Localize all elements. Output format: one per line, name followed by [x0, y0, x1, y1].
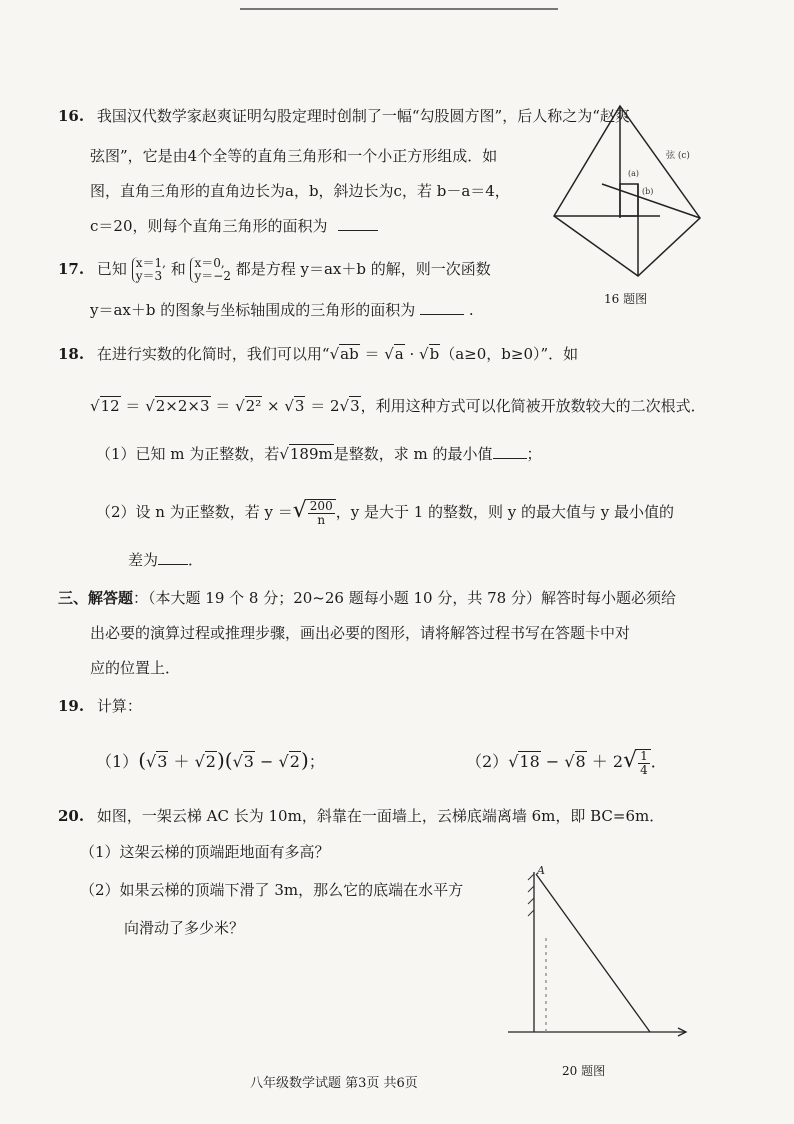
radicand: 2×2×3 — [155, 397, 210, 415]
radicand: 3 — [243, 752, 254, 771]
header-rule — [240, 8, 558, 10]
sys-line: y＝3 — [135, 269, 163, 283]
q18-part2-text: ，y 是大于 1 的整数，则 y 的最大值与 y 最小值的 — [335, 503, 675, 521]
q20-text: 如图，一架云梯 AC 长为 10m，斜靠在一面墙上，云梯底端离墙 6m，即 BC=6m． — [96, 807, 665, 825]
figure-caption: 16 题图 — [604, 292, 648, 306]
radicand: 8 — [575, 752, 586, 771]
equals: ＝ — [359, 345, 385, 363]
q18-text: ，利用这种方式可以化简被开放数较大的二次根式． — [360, 397, 706, 415]
q17-prefix: 已知 — [96, 260, 127, 278]
radicand: b — [429, 345, 440, 363]
section-title: 三、解答题 — [58, 589, 134, 607]
q17-line-1 — [58, 256, 491, 283]
dot: · — [404, 345, 420, 363]
system-of-equations-2 — [190, 257, 230, 283]
fraction — [307, 499, 336, 527]
semicolon: ； — [526, 445, 542, 463]
ladder-diagram — [500, 858, 700, 1038]
part-label: （2） — [466, 752, 509, 771]
radicand: 3 — [157, 752, 168, 771]
q19-title-line — [58, 696, 142, 716]
sys-line: y＝−2 — [194, 269, 231, 283]
answer-blank — [338, 230, 378, 231]
q18-part1-text: 是整数，求 m 的最小值 — [333, 445, 493, 463]
semicolon: ； — [308, 752, 325, 771]
period: . — [468, 301, 474, 319]
sys-line: x＝1, — [135, 256, 166, 270]
sqrt-sign: √ — [232, 752, 243, 771]
radicand: 189m — [289, 445, 333, 463]
sqrt-sign: √ — [284, 397, 294, 415]
answer-blank — [158, 564, 188, 565]
q16-text-4: c＝20，则每个直角三角形的面积为 — [90, 217, 328, 235]
sys-line: x＝0, — [194, 256, 225, 270]
numerator: 200 — [309, 499, 333, 513]
page-footer: 八年级数学试题 第3页 共6页 — [250, 1076, 418, 1091]
question-number: 19. — [58, 697, 85, 715]
part-label: （1） — [96, 752, 139, 771]
sqrt-sign: √ — [508, 752, 519, 771]
fraction — [637, 749, 651, 777]
period: ． — [188, 551, 204, 569]
sqrt-sign: √ — [339, 397, 350, 415]
q18-part-1 — [96, 444, 542, 464]
q18-text: 在进行实数的化简时，我们可以用“ — [96, 345, 330, 363]
radicand: 2² — [245, 397, 262, 415]
q20-part-1: （1）这架云梯的顶端距地面有多高？ — [80, 843, 330, 861]
sqrt-sign: √ — [292, 498, 307, 523]
radicand: 18 — [519, 752, 540, 771]
q18-part2-text: 差为 — [128, 551, 159, 569]
q17-line-2 — [90, 300, 474, 320]
section-text-2: 出必要的演算过程或推理步骤，画出必要的图形，请将解答过程书写在答题卡中对 — [90, 624, 631, 642]
label-b: (b) — [642, 187, 654, 196]
q18-part1-text: （1）已知 m 为正整数，若 — [96, 445, 280, 463]
q20-part-2: （2）如果云梯的顶端下滑了 3m，那么它的底端在水平方 — [80, 881, 464, 899]
radicand: 12 — [100, 397, 120, 415]
q20-line-1 — [58, 806, 664, 826]
answer-blank — [493, 458, 527, 459]
q16-text-3: 图，直角三角形的直角边长为a，b，斜边长为c，若 b－a＝4， — [90, 182, 510, 200]
radicand: 2 — [205, 752, 216, 771]
sqrt-sign: √ — [194, 752, 205, 771]
q18-example — [90, 396, 706, 416]
system-of-equations-1 — [132, 257, 166, 283]
radicand: a — [394, 345, 404, 363]
q16-line-4 — [90, 216, 378, 236]
sqrt-sign: √ — [419, 345, 429, 363]
q16-text-1: 我国汉代数学家赵爽证明勾股定理时创制了一幅“勾股圆方图”，后人称之为“赵爽 — [96, 107, 630, 125]
times: × — [262, 397, 285, 415]
q20-part-2-cont: 向滑动了多少米？ — [124, 919, 245, 937]
radicand: 3 — [294, 397, 305, 415]
zhao-shuang-diagram — [540, 102, 715, 282]
q17-and: 和 — [170, 260, 186, 278]
q18-text: （a≥0，b≥0）”．如 — [440, 345, 579, 363]
figure-caption: 20 题图 — [562, 1064, 606, 1078]
answer-blank — [420, 314, 464, 315]
radicand: ab — [340, 345, 359, 363]
radicand: 2 — [289, 752, 300, 771]
question-number: 16. — [58, 107, 85, 125]
sqrt-sign: √ — [623, 748, 638, 773]
q19-title: 计算： — [96, 697, 142, 715]
equals: ＝ — [210, 397, 236, 415]
sqrt-sign: √ — [145, 397, 155, 415]
section-text-3: 应的位置上． — [90, 659, 181, 677]
equals: ＝ 2 — [305, 397, 340, 415]
q18-part-2 — [96, 496, 674, 527]
sqrt-sign: √ — [279, 445, 289, 463]
q18-part-2-cont — [128, 550, 203, 570]
label-c: 弦 (c) — [666, 151, 690, 161]
equals: ＝ — [120, 397, 146, 415]
sqrt-sign: √ — [278, 752, 289, 771]
sqrt-sign: √ — [564, 752, 575, 771]
q18-line-1 — [58, 344, 578, 364]
denominator: n — [317, 513, 326, 527]
ladder-line — [536, 874, 650, 1032]
q17-suffix: 都是方程 y＝ax＋b 的解，则一次函数 — [235, 260, 491, 278]
coefficient: ＋ 2 — [586, 752, 624, 771]
question-number: 20. — [58, 807, 85, 825]
outer-square — [554, 106, 700, 276]
q19-part-2: （2）√18 − √8 ＋ 2√ $\frac{1}{4}$ ． — [466, 748, 667, 777]
sqrt-sign: √ — [235, 397, 245, 415]
radicand: 3 — [350, 397, 360, 415]
label-a: (a) — [628, 169, 640, 178]
q17-text-2: y＝ax＋b 的图象与坐标轴围成的三角形的面积为 — [90, 301, 416, 319]
numerator: 1 — [640, 748, 648, 763]
denominator: 4 — [640, 762, 648, 777]
sqrt-sign: √ — [90, 397, 100, 415]
q19-part-1: （1）(√3 ＋ √2)(√3 − √2)； — [96, 748, 325, 772]
section-3-header — [58, 588, 676, 608]
point-a-label: A — [537, 864, 545, 877]
section-text: ：（本大题 19 个 8 分；20~26 题每小题 10 分，共 78 分）解答时每小题必须给 — [133, 589, 676, 607]
sqrt-sign: √ — [146, 752, 157, 771]
question-number: 17. — [58, 260, 85, 278]
sqrt-sign: √ — [329, 345, 340, 363]
inner-square — [620, 184, 638, 216]
sqrt-sign: √ — [384, 345, 394, 363]
question-number: 18. — [58, 345, 85, 363]
q18-part2-text: （2）设 n 为正整数，若 y ＝ — [96, 503, 293, 521]
period: ． — [650, 752, 667, 771]
q16-text-2: 弦图”，它是由4个全等的直角三角形和一个小正方形组成．如 — [90, 147, 498, 165]
